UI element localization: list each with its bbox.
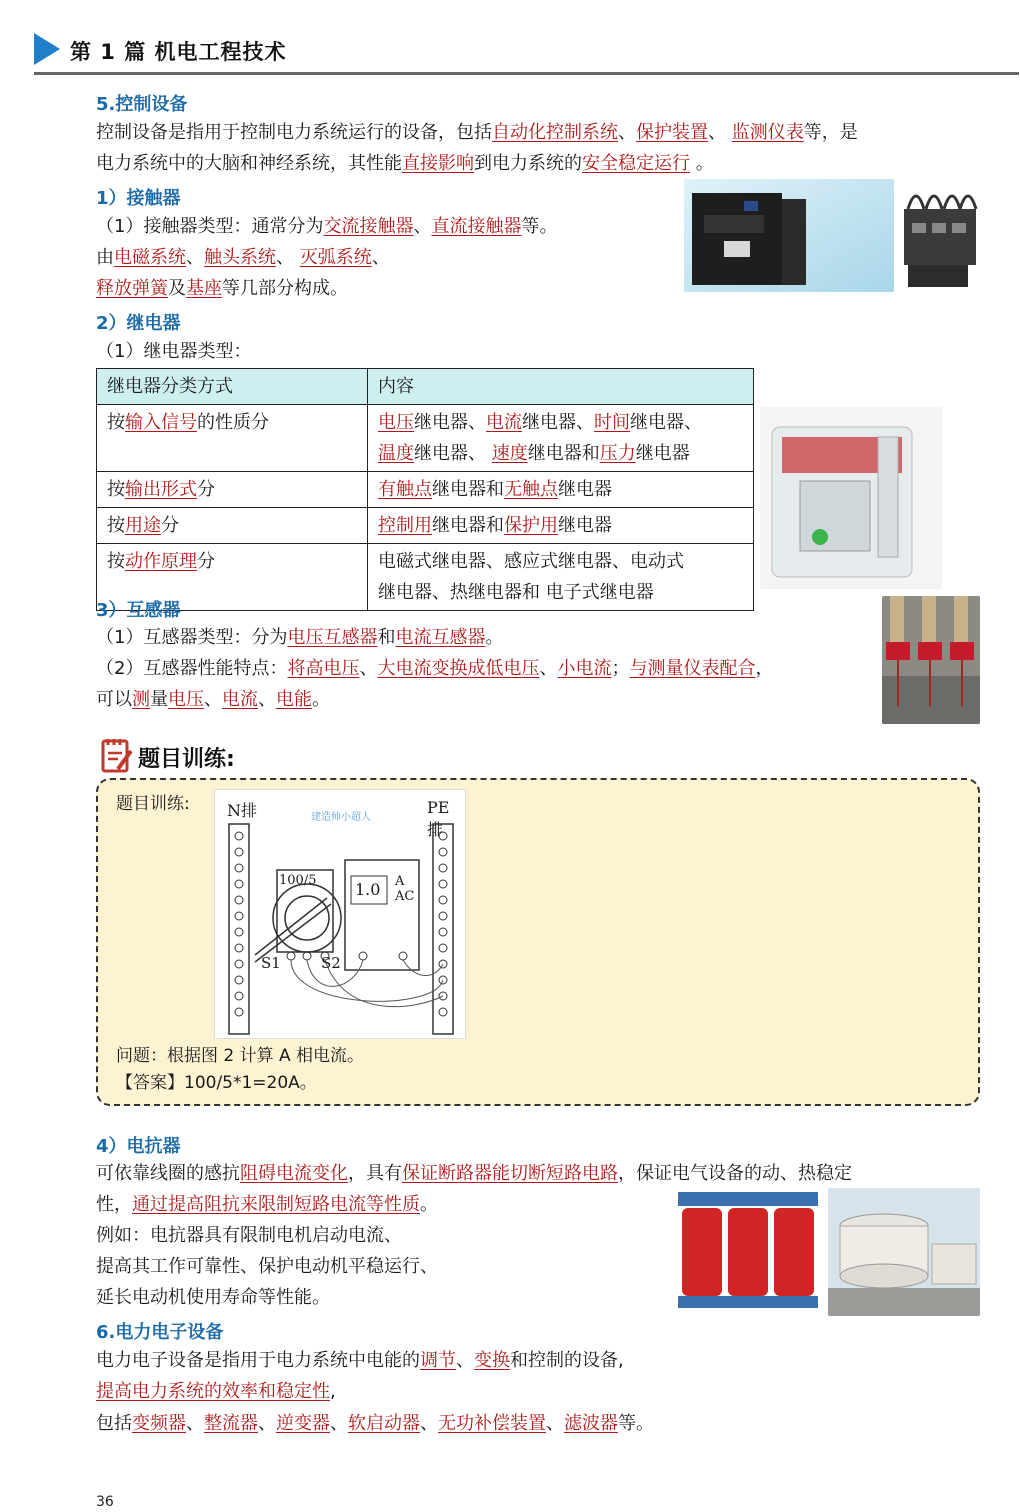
answer-text: 【答案】100/5*1=20A。	[116, 1073, 317, 1093]
transformer-photo	[882, 596, 980, 724]
table-cell: 按输入信号的性质分	[97, 405, 368, 472]
reactor-line-3: 例如：电抗器具有限制电机启动电流、	[96, 1225, 402, 1246]
header-divider	[34, 72, 1019, 75]
contactor-title: 1）接触器	[96, 188, 181, 209]
notepad-icon	[100, 735, 134, 773]
table-cell: 按输出形式分	[97, 472, 368, 508]
reactor-title: 4）电抗器	[96, 1136, 181, 1157]
table-header-cell: 继电器分类方式	[97, 369, 368, 405]
reactor-line-4: 提高其工作可靠性、保护电动机平稳运行、	[96, 1256, 438, 1277]
pe-bar-label: PE排	[427, 798, 450, 839]
training-heading: 题目训练:	[138, 747, 235, 772]
question-text: 问题：根据图 2 计算 A 相电流。	[116, 1046, 365, 1066]
table-cell: 电磁式继电器、感应式继电器、电动式 继电器、热继电器和 电子式继电器	[368, 544, 754, 611]
table-cell: 控制用继电器和保护用继电器	[368, 508, 754, 544]
table-header-row	[97, 369, 754, 405]
transformer-title: 3）互感器	[96, 600, 181, 621]
reactor-line-2: 性，通过提高阻抗来限制短路电流等性质。	[96, 1194, 438, 1215]
diagram-watermark: 建造师小超人	[311, 812, 371, 823]
relay-sub: （1）继电器类型：	[96, 341, 252, 362]
contactor-line-1: （1）接触器类型：通常分为交流接触器、直流接触器等。	[96, 216, 558, 237]
relay-table	[96, 368, 754, 611]
section-6-title: 6.电力电子设备	[96, 1322, 224, 1343]
header-arrow-icon	[34, 33, 60, 65]
s2-label: S2	[321, 954, 341, 972]
s6-line-2: 提高电力系统的效率和稳定性,	[96, 1381, 336, 1402]
s5-line-1: 控制设备是指用于控制电力系统运行的设备，包括自动化控制系统、保护装置、 监测仪表等，是	[96, 122, 858, 143]
table-row	[97, 405, 754, 472]
contactor-line-2: 由电磁系统、触头系统、 灭弧系统、	[96, 247, 390, 268]
contactor-photo-1	[684, 179, 894, 292]
wiring-diagram	[214, 789, 466, 1039]
table-row	[97, 508, 754, 544]
transformer-line-3: 可以测量电压、电流、电能。	[96, 689, 330, 710]
ct-ratio-label: 100/5	[279, 873, 317, 888]
page-header-title: 第 1 篇 机电工程技术	[70, 40, 287, 64]
s1-label: S1	[261, 954, 281, 972]
meter-value: 1.0	[355, 880, 381, 899]
table-header-cell: 内容	[368, 369, 754, 405]
reactor-photo-1	[672, 1188, 824, 1316]
training-label: 题目训练:	[116, 794, 190, 814]
table-row	[97, 472, 754, 508]
table-cell: 按动作原理分	[97, 544, 368, 611]
s5-line-2: 电力系统中的大脑和神经系统，其性能直接影响到电力系统的安全稳定运行 。	[96, 153, 714, 174]
relay-photo	[760, 407, 942, 589]
table-cell: 按用途分	[97, 508, 368, 544]
reactor-photo-2	[828, 1188, 980, 1316]
contactor-photo-2	[898, 179, 980, 292]
transformer-line-2: （2）互感器性能特点：将高电压、大电流变换成低电压、小电流；与测量仪表配合，	[96, 658, 774, 679]
s6-line-1: 电力电子设备是指用于电力系统中电能的调节、变换和控制的设备,	[96, 1350, 624, 1371]
relay-title: 2）继电器	[96, 313, 181, 334]
table-row	[97, 544, 754, 611]
meter-unit: A AC	[395, 874, 415, 904]
transformer-line-1: （1）互感器类型：分为电压互感器和电流互感器。	[96, 627, 504, 648]
page-number: 36	[96, 1494, 114, 1510]
s6-line-3: 包括变频器、整流器、逆变器、软启动器、无功补偿装置、滤波器等。	[96, 1413, 654, 1434]
reactor-line-5: 延长电动机使用寿命等性能。	[96, 1287, 330, 1308]
table-cell: 有触点继电器和无触点继电器	[368, 472, 754, 508]
section-5-title: 5.控制设备	[96, 94, 188, 115]
n-bar-label: N排	[227, 801, 258, 820]
reactor-line-1: 可依靠线圈的感抗阻碍电流变化，具有保证断路器能切断短路电路，保证电气设备的动、热稳定	[96, 1163, 852, 1184]
table-cell: 电压继电器、电流继电器、时间继电器、 温度继电器、 速度继电器和压力继电器	[368, 405, 754, 472]
contactor-line-3: 释放弹簧及基座等几部分构成。	[96, 278, 348, 299]
